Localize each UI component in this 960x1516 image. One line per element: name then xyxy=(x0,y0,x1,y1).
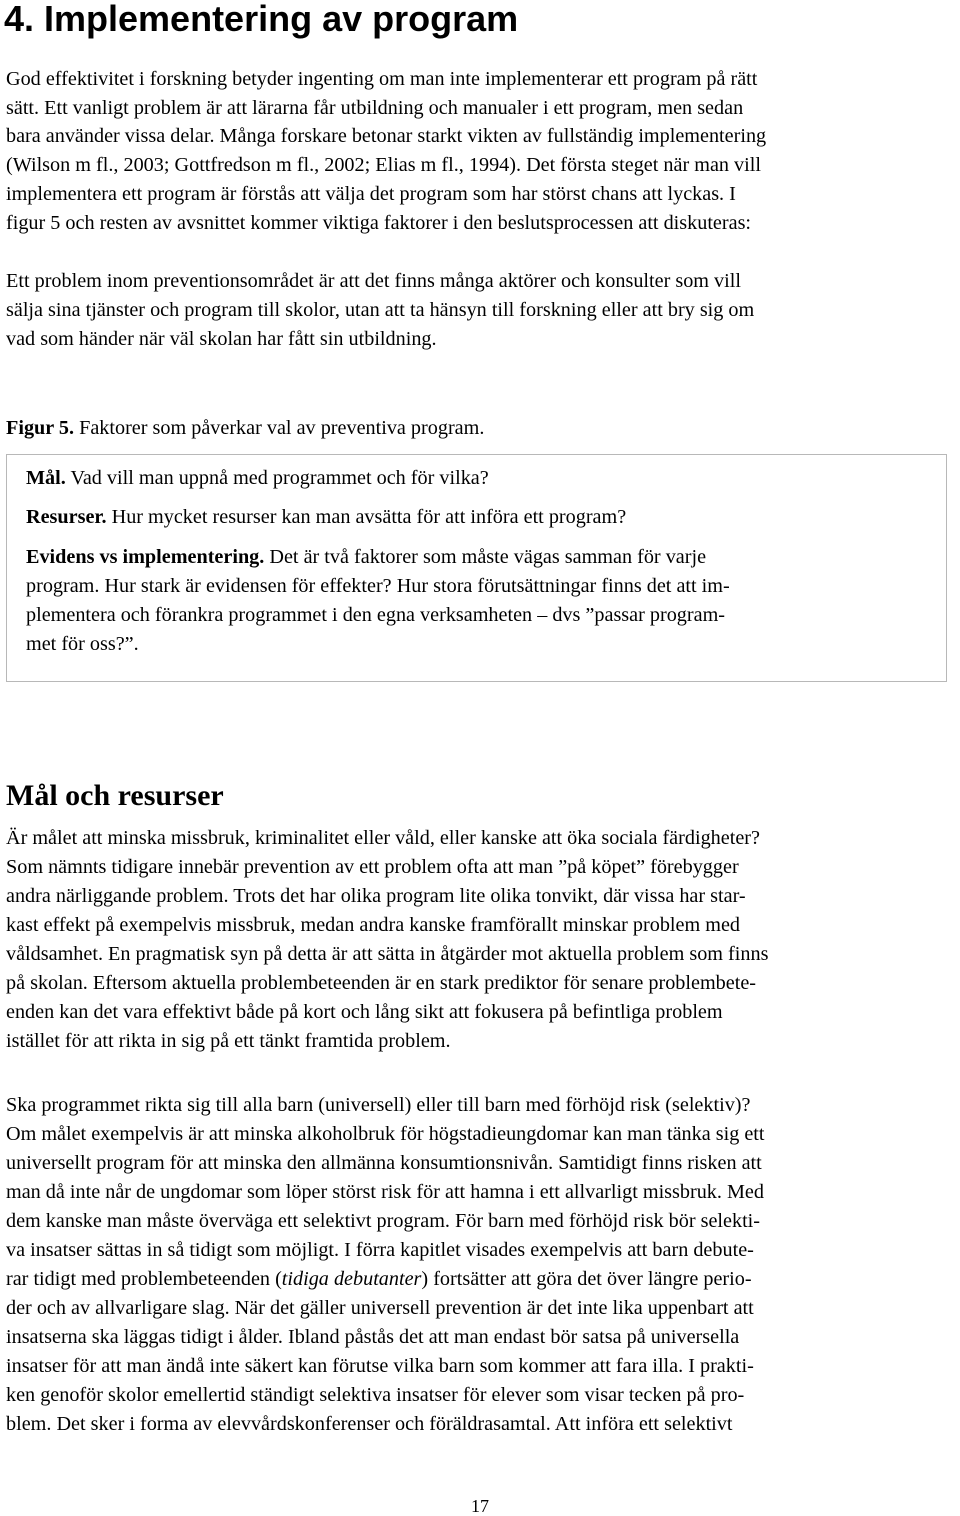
figure-item-continuation: program. Hur stark är evidensen för effekter? Hur stora förutsättningar finns det att im- xyxy=(26,575,730,597)
body-line: vad som händer när väl skolan har fått sin utbildning. xyxy=(6,328,437,350)
section-line-emphasis: tidiga debutanter xyxy=(281,1268,422,1290)
section-line: ken genoför skolor emellertid ständigt selektiva insatser för elever som visar tecken på pro- xyxy=(6,1384,745,1406)
section-line: blem. Det sker i forma av elevvårdskonferenser och föräldrasamtal. Att införa ett selektivt xyxy=(6,1413,733,1435)
figure-item-evidence xyxy=(26,545,706,569)
intro-line: bara använder vissa delar. Många forskare betonar starkt vikten av fullständig implementering xyxy=(6,125,767,147)
section-line: insatserna ska läggas tidigt i ålder. Ibland påstås det att man endast bör satsa på universella xyxy=(6,1326,740,1348)
section-line: Ska programmet rikta sig till alla barn (universell) eller till barn med förhöjd risk (selektiv)? xyxy=(6,1094,751,1116)
intro-line: implementera ett program är förstås att välja det program som har störst chans att lyckas. I xyxy=(6,183,736,205)
intro-line: God effektivitet i forskning betyder ingenting om man inte implementerar ett program på rätt xyxy=(6,68,758,90)
section-line: dem kanske man måste överväga ett selektivt program. För barn med förhöjd risk bör selekti- xyxy=(6,1210,761,1232)
section-line: va insatser sättas in så tidigt som möjligt. I förra kapitlet visades exempelvis att barn debute- xyxy=(6,1239,754,1261)
section-line: insatser för att man ändå inte säkert kan förutse vilka barn som kommer att fara illa. I prakti- xyxy=(6,1355,754,1377)
section-line: der och av allvarligare slag. När det gäller universell prevention är det inte lika uppenbart att xyxy=(6,1297,754,1319)
section-line: universellt program för att minska den allmänna konsumtionsnivån. Samtidigt finns risken att xyxy=(6,1152,762,1174)
section-line: Om målet exempelvis är att minska alkoholbruk för högstadieungdomar kan man tänka sig ett xyxy=(6,1123,765,1145)
figure-item-text: Hur mycket resurser kan man avsätta för att införa ett program? xyxy=(106,506,627,528)
intro-line: (Wilson m fl., 2003; Gottfredson m fl., 2002; Elias m fl., 1994). Det första steget när man vill xyxy=(6,154,761,176)
figure-caption-text: Faktorer som påverkar val av preventiva program. xyxy=(74,417,485,439)
section-line-pre: rar tidigt med problembeteenden ( xyxy=(6,1268,282,1290)
section-line: på skolan. Eftersom aktuella problembeteenden är en stark prediktor för senare problembete- xyxy=(6,972,757,994)
section-line: istället för att rikta in sig på ett tänkt framtida problem. xyxy=(6,1030,451,1052)
figure-caption xyxy=(6,416,484,440)
figure-item-goal xyxy=(26,466,489,490)
figure-item-term: Mål. xyxy=(26,467,66,489)
section-heading: Mål och resurser xyxy=(6,779,224,812)
figure-item-resources xyxy=(26,505,626,529)
section-line: man då inte når de ungdomar som löper störst risk för att hamna i ett allvarligt missbruk. Med xyxy=(6,1181,764,1203)
section-line: kast effekt på exempelvis missbruk, medan andra kanske framförallt minskar problem med xyxy=(6,914,741,936)
page-number: 17 xyxy=(471,1496,489,1516)
figure-label: Figur 5. xyxy=(6,417,75,439)
figure-item-continuation: plementera och förankra programmet i den egna verksamheten – dvs ”passar program- xyxy=(26,604,725,626)
section-line: Är målet att minska missbruk, kriminalitet eller våld, eller kanske att öka sociala färdigheter? xyxy=(6,827,760,849)
body-line: sälja sina tjänster och program till skolor, utan att ta hänsyn till forskning eller att bry sig om xyxy=(6,299,755,321)
page-heading: 4. Implementering av program xyxy=(4,0,519,39)
section-line: Som nämnts tidigare innebär prevention av ett problem ofta att man ”på köpet” förebygger xyxy=(6,856,739,878)
intro-line: figur 5 och resten av avsnittet kommer viktiga faktorer i den beslutsprocessen att diskuteras: xyxy=(6,212,752,234)
figure-item-text: Det är två faktorer som måste vägas samman för varje xyxy=(264,546,707,568)
figure-item-term: Evidens vs implementering. xyxy=(26,546,265,568)
section-line: enden kan det vara effektivt både på kort och lång sikt att fokusera på befintliga problem xyxy=(6,1001,723,1023)
intro-line: sätt. Ett vanligt problem är att lärarna får utbildning och manualer i ett program, men sedan xyxy=(6,97,744,119)
section-line xyxy=(6,1267,752,1291)
section-line: våldsamhet. En pragmatisk syn på detta är att sätta in åtgärder mot aktuella problem som finns xyxy=(6,943,769,965)
section-line-post: ) fortsätter att göra det över längre perio- xyxy=(421,1268,752,1290)
figure-item-term: Resurser. xyxy=(26,506,107,528)
section-line: andra närliggande problem. Trots det har olika program lite olika tonvikt, där vissa har star- xyxy=(6,885,746,907)
figure-item-continuation: met för oss?”. xyxy=(26,633,139,655)
body-line: Ett problem inom preventionsområdet är att det finns många aktörer och konsulter som vill xyxy=(6,270,741,292)
figure-item-text: Vad vill man uppnå med programmet och för vilka? xyxy=(65,467,489,489)
